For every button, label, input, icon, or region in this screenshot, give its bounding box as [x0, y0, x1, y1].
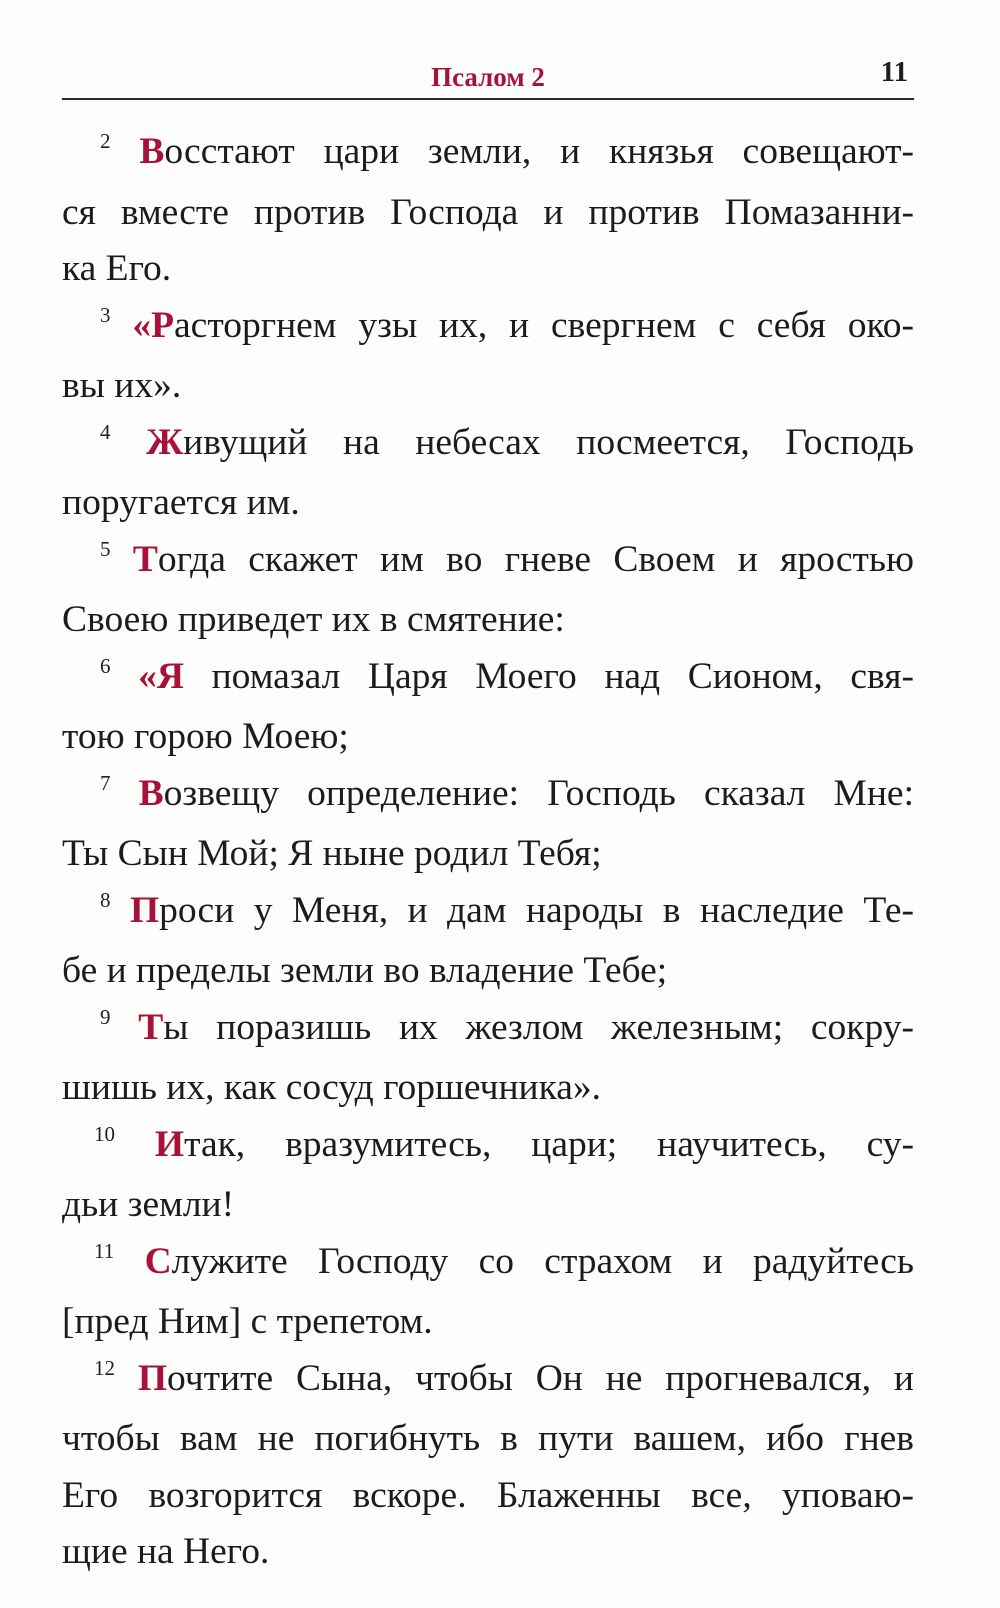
verse-line: шишь их, как сосуд горшечника».	[62, 1067, 602, 1108]
verse-number: 9	[100, 1004, 111, 1029]
verse-line: так, вразумитесь, цари; научитесь, су-	[184, 1123, 915, 1165]
verse-line: асторгнем узы их, и свергнем с себя око-	[174, 304, 914, 346]
verse-line: помазал Царя Моего над Сионом, свя-	[183, 655, 914, 697]
verse-line: роси у Меня, и дам народы в наследие Те-	[159, 889, 915, 931]
verse-initial-letter: Ж	[146, 421, 184, 463]
verse-number: 6	[100, 653, 111, 678]
verse	[62, 298, 914, 415]
verse-initial-letter: В	[138, 772, 164, 814]
verse-number: 4	[100, 419, 111, 444]
verse-line: огда скажет им во гневе Своем и яростью	[157, 538, 915, 580]
verse-initial-letter: Т	[132, 538, 158, 580]
verse-number: 2	[100, 129, 111, 153]
verse-line: [пред Ним] с трепетом.	[62, 1301, 433, 1342]
verse-line: ы поразишь их жезлом железным; сокру-	[163, 1006, 914, 1048]
verse-initial-letter: Я	[156, 655, 184, 697]
verse	[62, 415, 914, 532]
verse-number: 8	[100, 887, 111, 912]
verse-line: вы их».	[62, 365, 182, 406]
verse-line: ка Его.	[62, 248, 172, 289]
verse	[62, 1000, 914, 1117]
verse-initial-letter: В	[139, 131, 165, 172]
verse-number: 7	[100, 770, 111, 795]
verse-line: ивущий на небесах посмеется, Господь	[183, 421, 914, 463]
verse	[62, 1117, 914, 1234]
verse-number: 11	[94, 1238, 115, 1263]
verse-number: 12	[94, 1355, 115, 1380]
verse-line: осстают цари земли, и князья совещают-	[164, 131, 914, 172]
verse-initial-letter: Р	[151, 304, 175, 346]
verse-number: 3	[100, 302, 111, 327]
verse	[62, 532, 914, 649]
verse-initial-letter: С	[144, 1240, 172, 1282]
verse-line: тою горою Моею;	[62, 716, 349, 757]
verse-line: Его возгорится вскоре. Блаженны все, уповаю-	[62, 1474, 914, 1516]
verse	[62, 649, 914, 766]
verse	[62, 124, 914, 298]
verse-line: Ты Сын Мой; Я ныне родил Тебя;	[62, 833, 602, 874]
verse-line: поругается им.	[62, 482, 300, 523]
verse	[62, 1234, 914, 1351]
verse-initial-letter: П	[129, 889, 160, 931]
running-header	[62, 52, 914, 100]
verse	[62, 766, 914, 883]
opening-quote: «	[138, 655, 157, 697]
verse-line: дьи земли!	[62, 1184, 235, 1225]
psalm-title: Псалом 2	[431, 62, 545, 92]
verse-line: озвещу определение: Господь сказал Мне:	[163, 772, 914, 814]
verse-line: щие на Него.	[62, 1531, 270, 1572]
page-number: 11	[880, 56, 908, 88]
psalm-text	[62, 124, 914, 1581]
verse-line: лужите Господу со страхом и радуйтесь	[171, 1240, 914, 1282]
verse	[62, 883, 914, 1000]
verse	[62, 1351, 914, 1581]
verse-line: бе и пределы земли во владение Тебе;	[62, 950, 668, 991]
verse-initial-letter: Т	[138, 1006, 164, 1048]
verse-number: 5	[100, 536, 111, 561]
verse-line: Своею приведет их в смятение:	[62, 599, 565, 640]
verse-number: 10	[94, 1121, 115, 1146]
verse-initial-letter: И	[154, 1123, 185, 1165]
verse-initial-letter: П	[137, 1357, 168, 1399]
verse-line: чтобы вам не погибнуть в пути вашем, ибо гнев	[62, 1418, 914, 1459]
opening-quote: «	[132, 304, 152, 346]
verse-line: ся вместе против Господа и против Помазанни-	[62, 191, 914, 233]
verse-line: очтите Сына, чтобы Он не прогневался, и	[167, 1357, 914, 1399]
